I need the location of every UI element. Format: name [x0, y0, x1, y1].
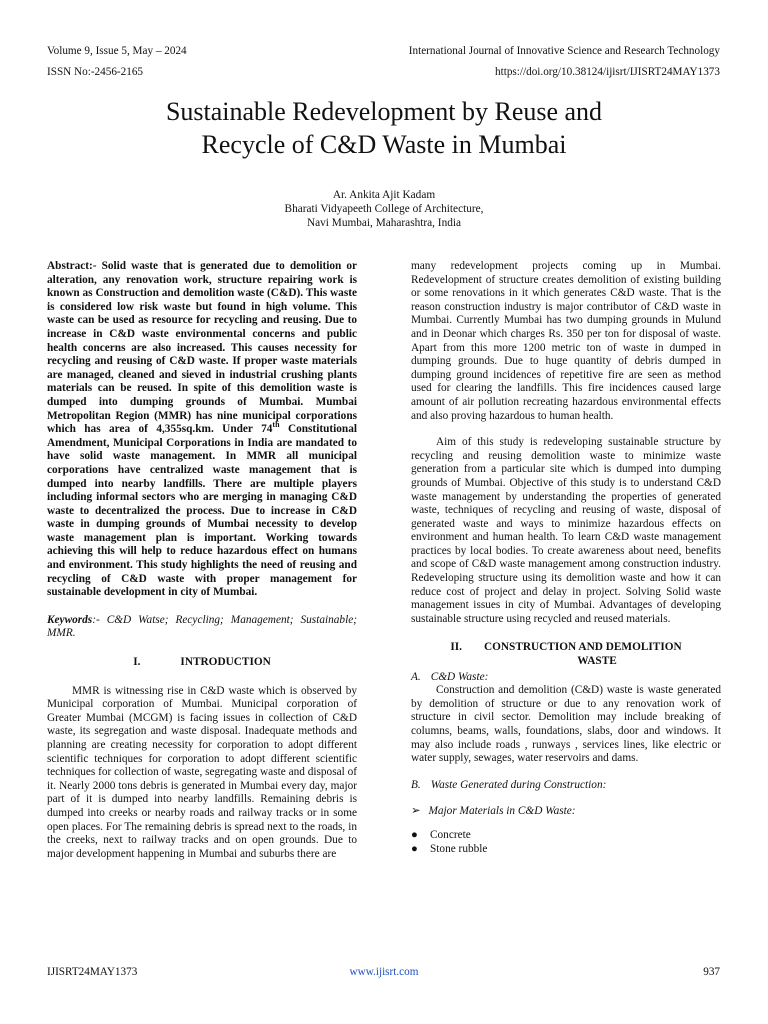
- author-block: [0, 188, 768, 230]
- arrow-icon: ➢: [411, 805, 421, 818]
- doi-link[interactable]: https://doi.org/10.38124/ijisrt/IJISRT24MAY1373: [495, 66, 720, 78]
- section-1-number: I.: [133, 656, 141, 669]
- section-1-heading: [47, 656, 357, 670]
- intro-paragraph-1-continued: many redevelopment projects coming up in Mumbai. Redevelopment of structure creates demolition of existing building or some renovations in it which generates C&D waste. That is the reason construction industry is major contributor of C&D waste in Mumbai. Currently Mumbai has two dumping grounds in Mulund and in Deonar which charges Rs. 350 per ton for disposal of waste. Apart from this more 1200 metric ton of waste in dumped in dumping grounds. Due to huge quantity of debris dumped in dumping ground incidences of repetitive fire are seen as method used for clearing the landfills. This fire incidences caused large amount of air pollution recreating hazardous environmental effects and also proving hazardous to human health.: [411, 260, 721, 422]
- title-line-2: Recycle of C&D Waste in Mumbai: [201, 130, 567, 159]
- abstract-superscript: th: [272, 420, 280, 430]
- section-2-heading: [411, 641, 721, 668]
- intro-paragraph-1: MMR is witnessing rise in C&D waste which is observed by Municipal corporation of Mumbai. Municipal corporation of Greater Mumbai (MCGM) is facing issues in collection of C&D waste, its segregation and waste disposal. Inadequate methods and planning are creating necessity for corporation to adopt different scientific techniques for corporation to adopt different scientific techniques for collection of waste, segregating waste and disposal of it. Nearly 2000 tons debris is generated in Mumbai every day, major part of it is dumped into nearby landfills. Remaining debris is dumped into creeks or nearby roads and railway tracks or in some open places. For The remaining debris is spread next to the roads, in the creeks, next to railway tracks and on open grounds. Due to major development happening in Mumbai and suburbs there are: [47, 684, 357, 860]
- keywords-text: :- C&D Watse; Recycling; Management; Sustainable; MMR.: [47, 613, 357, 640]
- author-name: Ar. Ankita Ajit Kadam: [332, 189, 436, 201]
- keywords-label: Keywords: [47, 613, 93, 626]
- abstract-text-2: Constitutional Amendment, Municipal Corporations in India are mandated to have solid waste management. In MMR all municipal corporations have centralized waste management that is dumped into nearby landfills. There are multiple players including informal sectors who are merging in managing C&D waste to decentralized the process. Due to increase in C&D waste in dumping grounds of Mumbai necessity to develop waste management plan is important. Working towards achieving this will help to reduce hazardous effect on humans and environment. This study highlights the need of reusing and recycling of C&D waste with proper management for sustainable development in city of Mumbai.: [47, 423, 357, 599]
- list-item: [411, 843, 721, 857]
- page-number: 937: [703, 966, 720, 978]
- list-item-text: Stone rubble: [430, 842, 488, 855]
- journal-volume: Volume 9, Issue 5, May – 2024: [47, 45, 187, 57]
- title-line-1: Sustainable Redevelopment by Reuse and: [165, 97, 603, 126]
- subsection-a-title: C&D Waste:: [430, 670, 489, 683]
- right-column: [411, 260, 721, 856]
- subsection-b-heading: [411, 779, 721, 793]
- subsection-b-title: Waste Generated during Construction:: [430, 778, 607, 791]
- keywords: [47, 614, 357, 641]
- section-2-number: II.: [450, 641, 462, 654]
- materials-heading: [411, 805, 721, 819]
- intro-paragraph-2: Aim of this study is redeveloping sustainable structure by recycling and reusing demolition waste to minimize waste generation from a particular site which is dumped into dumping grounds of Mumbai. Objective of this study is to understand C&D waste management by understanding the properties of generated waste, techniques of recycling and reusing of waste, disposal of generated waste and ways to minimize hazardous effects on environment and human health. To learn C&D waste management practices by local bodies. To create awareness about need, benefits and scope of C&D waste management among construction industry. Redeveloping structure using its demolition waste and how it can reduce cost of project and delay in project. Solving Solid waste management issues in city of Mumbai. Advantages of developing sustainable structure using recycled and reused materials.: [411, 436, 721, 625]
- materials-list: [411, 829, 721, 856]
- bullet-icon: ●: [411, 842, 418, 855]
- list-item: [411, 829, 721, 843]
- materials-heading-text: Major Materials in C&D Waste:: [428, 805, 576, 818]
- subsection-a-heading: [411, 671, 721, 685]
- bullet-icon: ●: [411, 828, 418, 841]
- paper-title: [0, 95, 768, 161]
- section-1-title: INTRODUCTION: [180, 656, 271, 669]
- issn: ISSN No:-2456-2165: [47, 66, 144, 78]
- subsection-b-label: B.: [411, 778, 421, 791]
- journal-name: International Journal of Innovative Science and Research Technology: [408, 45, 720, 57]
- footer-site-link[interactable]: www.ijisrt.com: [349, 966, 419, 978]
- left-column: [47, 260, 357, 861]
- section-2-title-line-2: WASTE: [577, 655, 617, 668]
- list-item-text: Concrete: [430, 828, 471, 841]
- footer-code: IJISRT24MAY1373: [47, 966, 138, 978]
- section-2-title-line-1: CONSTRUCTION AND DEMOLITION: [483, 641, 682, 654]
- subsection-a-label: A.: [411, 670, 421, 683]
- author-location: Navi Mumbai, Maharashtra, India: [306, 217, 462, 229]
- abstract: [47, 260, 357, 600]
- author-affiliation: Bharati Vidyapeeth College of Architecture,: [284, 203, 484, 215]
- subsection-a-text: Construction and demolition (C&D) waste is waste generated by demolition of structure or due to any renovation work of structure in civil sector. Demolition may include breaking of columns, beams, walls, foundations, slabs, door and windows. It may also include roads , runways , services lines, like electric or water supply, sewages, water reservoirs and dams.: [411, 684, 721, 765]
- abstract-text-1: Abstract:- Solid waste that is generated due to demolition or alteration, any renovation work, structure repairing work is known as Construction and demolition waste (C&D). This waste is considered low risk waste but found in high volume. This waste can be used as resource for recycling and reusing. Due to increase in C&D waste environmental concerns and public health concerns are also increased. This causes necessity for recycling and reusing of C&D waste. If proper waste materials are managed, cleaned and sieved in industrial crushing plants materials can be reused. In spite of this demolition waste is dumped into dumping grounds of Mumbai. Mumbai Metropolitan Region (MMR) has nine municipal corporations which has area of 4,355sq.km. Under 74: [47, 260, 357, 436]
